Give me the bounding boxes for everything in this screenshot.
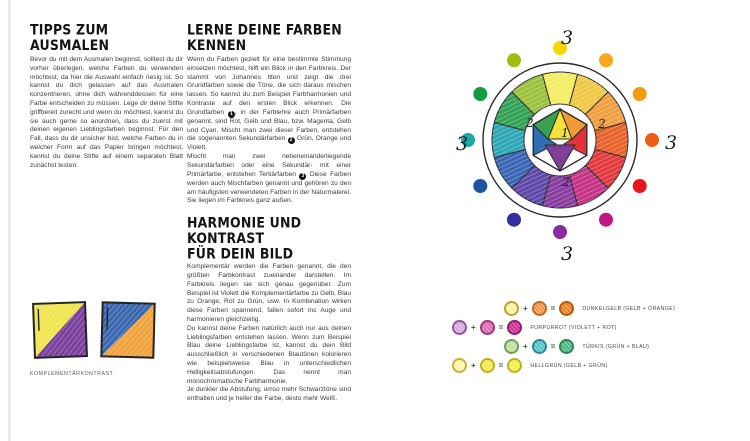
mix2-swatch-result <box>507 320 522 335</box>
equals-sign: = <box>498 361 504 370</box>
mix2-label: PURPURROT (VIOLETT + ROT) <box>530 324 617 331</box>
equals-sign: = <box>550 304 556 313</box>
equals-sign: = <box>550 342 556 351</box>
column-learn <box>187 22 351 404</box>
plus-sign: + <box>471 361 476 370</box>
mix3-swatch-a <box>504 339 519 354</box>
label-2-left: 2 <box>526 116 534 130</box>
label-1-center: 1 <box>561 126 569 140</box>
wheel-dot-1 <box>599 53 613 67</box>
plus-sign: + <box>471 323 476 332</box>
learn-p2-text-b: Diese Farben werden auch Mischfarben genannt und gehören zu den am häufigsten verwendeten Farben in der Naturmalerei. Sie liegen im Farbkreis ganz außen. <box>187 170 351 205</box>
label-3-top: 3 <box>560 27 574 49</box>
wheel-dot-4 <box>633 179 647 193</box>
mixing-row-tuerkis <box>452 339 742 354</box>
label-3-left: 3 <box>455 133 469 155</box>
square-yellow-violet <box>33 302 87 358</box>
mixing-row-dunkelgelb <box>452 301 742 316</box>
mix4-swatch-result <box>507 358 522 373</box>
learn-p2-text-a: Mischt man zwei nebeneinanderliegende Sekundärfarben oder eine Sekundär- mit einer Primärfarbe, entstehen Tertiärfarben <box>187 153 351 178</box>
harmony-paragraph-3: Je dunkler die Abstufung, umso mehr Schwarztöne sind enthalten und je heller die Farbe, desto mehr Weiß. <box>187 386 351 403</box>
wheel-dot-2 <box>633 87 647 101</box>
square2-sketch-line <box>107 307 108 329</box>
mix4-swatch-b <box>480 358 495 373</box>
learn-paragraph-1 <box>187 56 351 153</box>
square-blue-orange <box>101 302 154 357</box>
harmony-paragraph-1: Komplementär werden die Farben genannt, die den größten Farbkontrast zueinander darstellen. Im Farbkreis liegen sie sich genau gegenüber. Zum Beispiel ist Violett die Komplementärfarbe zu Gelb, Blau zu Orange, Rot zu Grün, usw. In Kombination wirken diese Farben spannend, fallen sofort ins Auge und harmonieren gleichzeitig. <box>187 263 351 323</box>
square1-hatch-overlay <box>33 302 87 358</box>
label-2-right: 2 <box>598 117 606 131</box>
plus-sign: + <box>523 342 528 351</box>
color-wheel <box>440 10 700 266</box>
mix2-swatch-a <box>452 320 467 335</box>
mix3-swatch-result <box>559 339 574 354</box>
mix1-swatch-b <box>532 301 547 316</box>
wheel-dot-6 <box>553 225 567 239</box>
tips-body-text: Bevor du mit dem Ausmalen beginnst, solltest du dir vorher überlegen, welche Farben du verwenden möchtest, da hier die Auswahl einfach riesig ist. So kannst du dich gelassen auf das Ausmalen konzentrieren, ohne dich währenddessen für eine Farbe entscheiden zu müssen. Lege dir deine Stifte griffbereit zurecht und wenn du möchtest, kannst du sie auch gerne so anordnen, dass du zuerst mit deinen eigenen Lieblingsfarben beginnst. Für den Fall, dass du dir unsicher bist, welche Farben du in welcher Form auf das Papier bringen möchtest, kannst du deine Stifte auf einem separaten Blatt zunächst testen. <box>30 56 183 169</box>
plus-sign: + <box>523 304 528 313</box>
complementary-squares-illustration <box>30 300 162 362</box>
learn-paragraph-2 <box>187 153 351 206</box>
mixing-row-hellgruen <box>452 358 742 373</box>
learn-p1-text-a: Wenn du Farben gezielt für eine bestimmte Stimmung einsetzen möchtest, hilft ein Blick in den Farbkreis. Der stammt von Johannes Itten und zeigt die drei Grundfarben sowie die Töne, die sich daraus mischen lassen. So kannst du zum Beispiel Farbharmonien und Kontraste auf den ersten Blick erkennen. Die Grundfarben <box>187 56 351 116</box>
mix1-label: DUNKELGELB (GELB + ORANGE) <box>582 305 676 312</box>
page-edge-shadow <box>8 0 11 441</box>
mix3-label: TÜRKIS (GRÜN + BLAU) <box>582 343 650 350</box>
wheel-dot-7 <box>507 213 521 227</box>
secondary-number-badge: 2 <box>288 137 295 144</box>
wheel-dot-5 <box>599 213 613 227</box>
label-2-bottom: 2 <box>562 175 570 189</box>
mix4-swatch-a <box>452 358 467 373</box>
harmony-heading <box>187 215 351 262</box>
mixing-row-purpurrot <box>452 320 742 335</box>
wheel-dot-8 <box>473 179 487 193</box>
wheel-dot-3 <box>645 133 659 147</box>
mix1-swatch-result <box>559 301 574 316</box>
color-wheel-svg <box>440 10 700 266</box>
primary-number-badge: 1 <box>228 111 235 118</box>
wheel-dot-11 <box>507 53 521 67</box>
harmony-heading-line2: FÜR DEIN BILD <box>187 245 294 263</box>
mix2-swatch-b <box>480 320 495 335</box>
mix4-label: HELLGRÜN (GELB + GRÜN) <box>530 362 608 369</box>
tips-heading: TIPPS ZUM AUSMALEN <box>30 20 110 54</box>
mix3-swatch-b <box>532 339 547 354</box>
wheel-dot-10 <box>473 87 487 101</box>
label-3-right: 3 <box>664 132 678 154</box>
square2-hatch-overlay <box>101 302 154 357</box>
equals-sign: = <box>498 323 504 332</box>
color-mixing-legend <box>452 301 742 377</box>
learn-heading: LERNE DEINE FARBEN KENNEN <box>187 20 342 54</box>
learn-p1-text-b: , in der Farblehre auch Primärfarben genannt, sind Rot, Gelb und Blau, bzw. Magenta, Gelb und Cyan. Mischt man zwei dieser Farben, entstehen die sogenannten Sekundärfarben <box>187 108 351 143</box>
complementary-contrast-figure <box>30 300 180 377</box>
tertiary-number-badge: 3 <box>299 173 306 180</box>
label-3-bottom: 3 <box>560 243 574 265</box>
harmony-heading-line1: HARMONIE UND KONTRAST <box>187 214 302 247</box>
mix1-swatch-a <box>504 301 519 316</box>
column-tips <box>30 22 183 170</box>
learn-p1-text-c: Grün, Orange und Violett. <box>187 135 351 152</box>
harmony-paragraph-2: Du kannst deine Farben natürlich auch nur aus deinen Lieblingsfarben entstehen lassen. Wenn zum Beispiel Blau deine Lieblingsfarbe ist, kannst du dein Bild ausschließlich in verschiedenen Blautönen kolorieren wie beispielsweise Blau in unterschiedlichen Helligkeitsabstufungen. Das nennt man monochromatische Farbharmonie. <box>187 324 351 385</box>
squares-caption: KOMPLEMENTÄRKONTRAST <box>30 371 114 377</box>
square1-sketch-line <box>38 309 39 331</box>
